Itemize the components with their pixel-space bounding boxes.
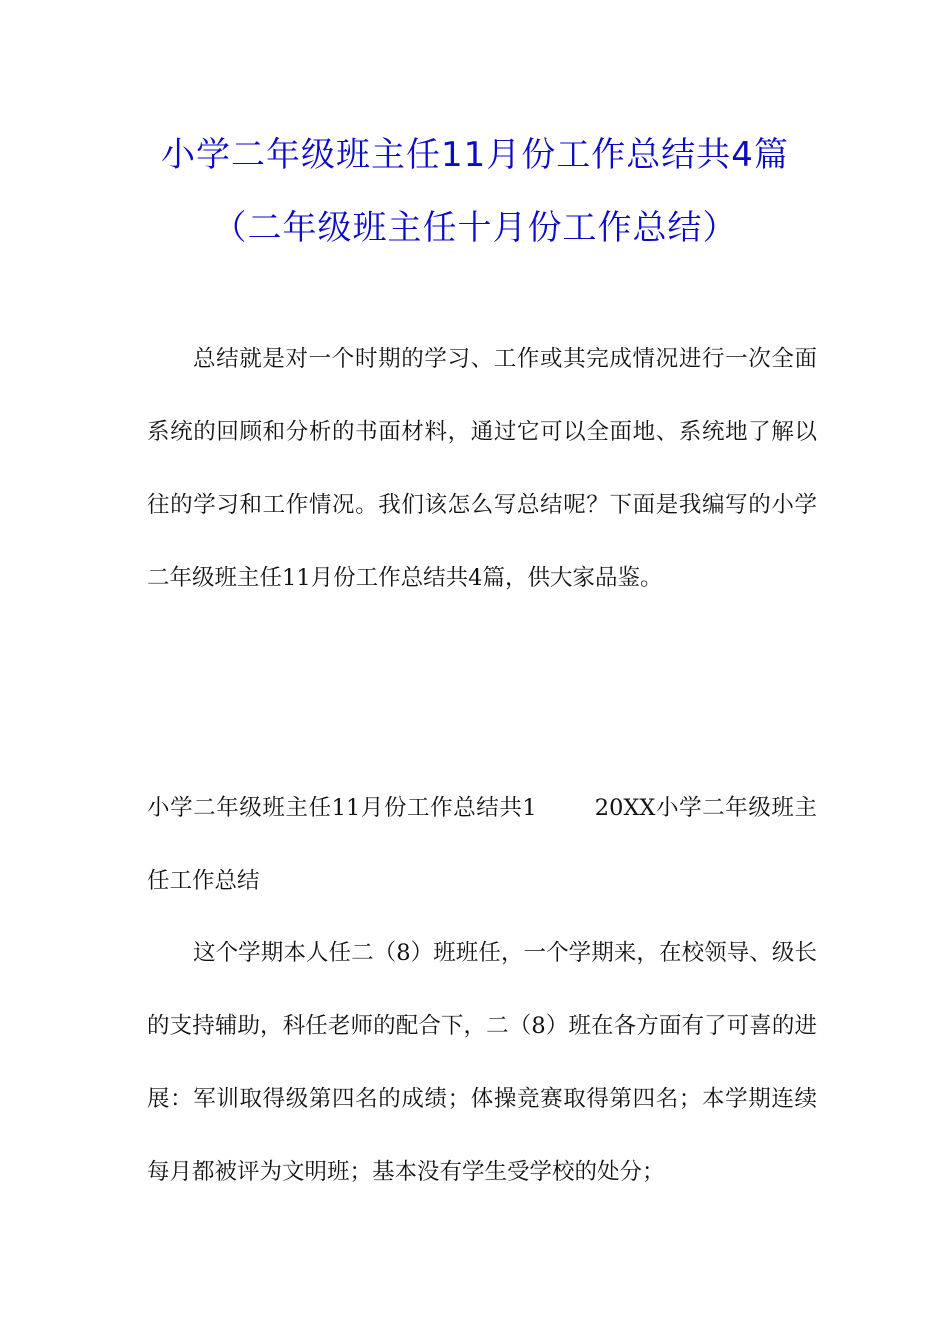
intro-paragraph: 总结就是对一个时期的学习、工作或其完成情况进行一次全面系统的回顾和分析的书面材料，通过它可以全面地、系统地了解以往的学习和工作情况。我们该怎么写总结呢？下面是我编写的小学二年级班主任11月份工作总结共4篇，供大家品鉴。: [147, 346, 817, 591]
body-paragraph: 这个学期本人任二（8）班班任，一个学期来，在校领导、级长的支持辅助，科任老师的配合下，二（8）班在各方面有了可喜的进展：军训取得级第四名的成绩；体操竞赛取得第四名；本学期连续每月都被评为文明班；基本没有学生受学校的处分；: [147, 940, 817, 1185]
section-heading-title: 小学二年级班主任11月份工作总结共1: [147, 795, 537, 821]
document-subtitle: （二年级班主任十月份工作总结）: [212, 208, 738, 248]
section-heading: [147, 772, 817, 918]
section-heading-subtitle: 20XX小学二年级班主任工作总结: [147, 795, 818, 894]
document-title: 小学二年级班主任11月份工作总结共4篇: [161, 135, 789, 175]
